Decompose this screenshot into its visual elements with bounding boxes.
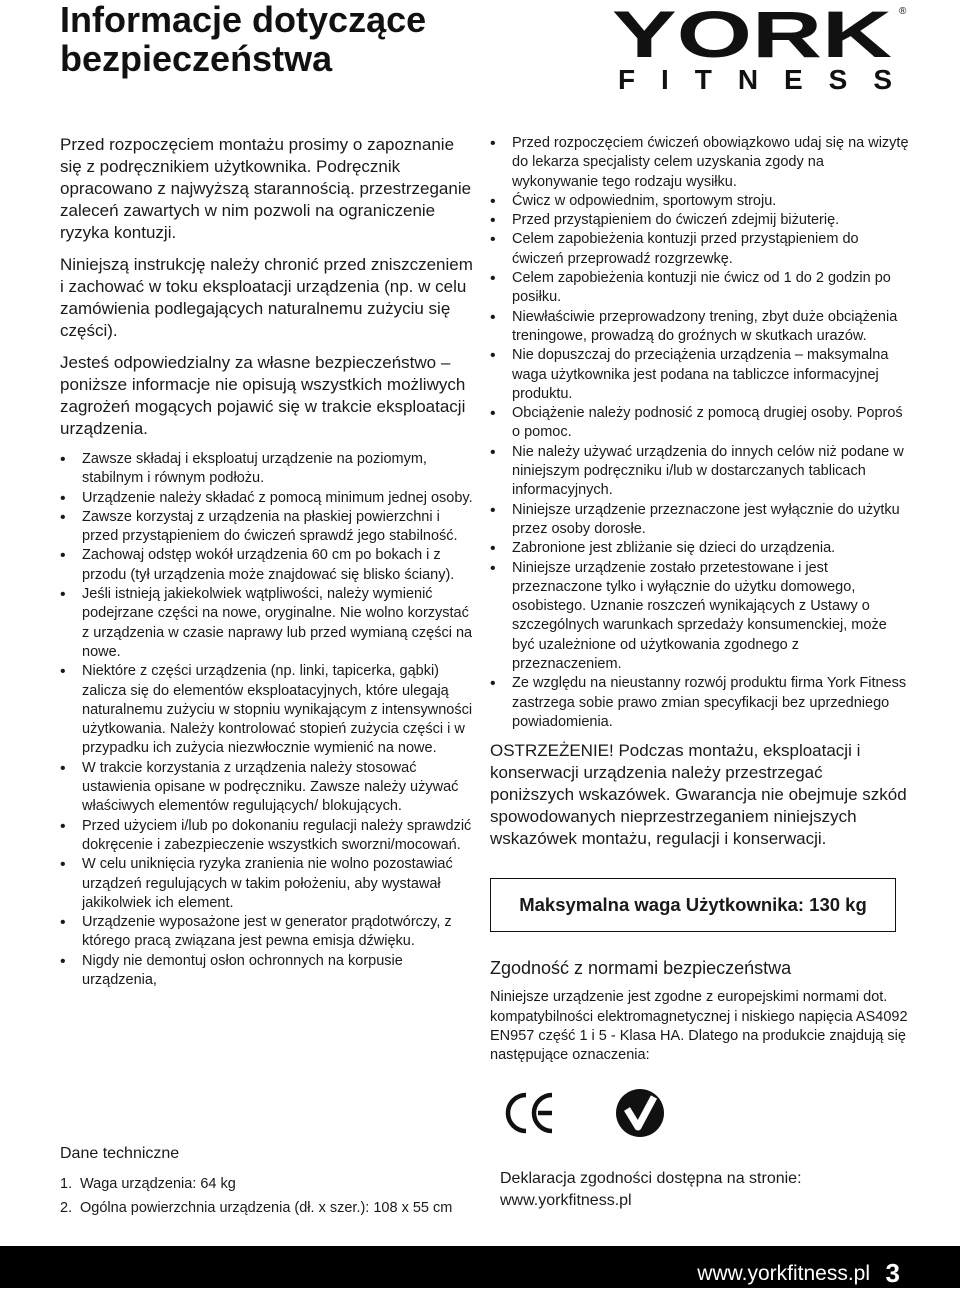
page-title: Informacje dotyczące bezpieczeństwa bbox=[60, 0, 427, 79]
warning-paragraph: OSTRZEŻENIE! Podczas montażu, eksploatacji i konserwacji urządzenia należy przestrzegać poniższych wskazówek. Gwarancja nie obejmuje szkód spowodowanych nieprzestrzeganiem niniejszych wskazówek montażu, regulacji i konserwacji. bbox=[490, 741, 907, 849]
conformity-heading: Zgodność z normami bezpieczeństwa bbox=[490, 958, 792, 979]
left-column bbox=[60, 134, 480, 990]
list-item: • Przed przystąpieniem do ćwiczeń zdejmij biżuterię. bbox=[490, 211, 910, 230]
footer-url[interactable]: www.yorkfitness.pl bbox=[697, 1262, 870, 1285]
list-item: • Ćwicz w odpowiednim, sportowym stroju. bbox=[490, 192, 910, 211]
list-item: • Niniejsze urządzenie zostało przetestowane i jest przeznaczone tylko i wyłącznie do użytku domowego, osobistego. Uznanie roszczeń wynikających z Ustawy o szczególnych warunkach sprzedaży konsumenckiej, może być uzależnione od użytkowania zgodnego z przeznaczeniem. bbox=[490, 559, 910, 675]
list-item: • Nie dopuszczaj do przeciążenia urządzenia – maksymalna waga użytkownika jest podana na tabliczce informacyjnej produktu. bbox=[490, 346, 910, 404]
list-item: • W celu uniknięcia ryzyka zranienia nie wolno pozostawiać urządzeń regulujących w takim położeniu, aby wystawał jakikolwiek ich element. bbox=[60, 855, 480, 913]
list-item bbox=[60, 1196, 490, 1220]
declaration-link[interactable]: www.yorkfitness.pl bbox=[500, 1192, 632, 1209]
logo-registered: ® bbox=[899, 6, 907, 17]
list-item bbox=[60, 1172, 490, 1196]
left-bullet-list bbox=[60, 450, 480, 990]
rcm-tick-mark-icon bbox=[614, 1087, 666, 1144]
list-item: • Niniejsze urządzenie przeznaczone jest wyłącznie do użytku przez osoby dorosłe. bbox=[490, 501, 910, 540]
page-number: 3 bbox=[885, 1258, 900, 1288]
list-item: • Urządzenie należy składać z pomocą minimum jednej osoby. bbox=[60, 489, 480, 508]
item-text: Waga urządzenia: 64 kg bbox=[80, 1176, 236, 1192]
list-item: • Przed rozpoczęciem ćwiczeń obowiązkowo udaj się na wizytę do lekarza specjalisty celem uzyskania zgody na wykonywanie tego rodzaju wysiłku. bbox=[490, 134, 910, 192]
list-item: • Jeśli istnieją jakiekolwiek wątpliwości, należy wymienić podejrzane części na nowe, oryginalne. Nie wolno korzystać z urządzenia w czasie naprawy lub przed wymianą części na nowe. bbox=[60, 585, 480, 662]
intro-paragraph-2: Niniejszą instrukcję należy chronić przed zniszczeniem i zachować w toku eksploatacji urządzenia (np. w celu zamówienia podlegających naturalnemu zużyciu się części). bbox=[60, 255, 473, 340]
item-number: 1. bbox=[60, 1176, 73, 1192]
list-item: • Nigdy nie demontuj osłon ochronnych na korpusie urządzenia, bbox=[60, 952, 480, 991]
logo-brand: YORK bbox=[612, 2, 893, 71]
list-item: • Niewłaściwie przeprowadzony trening, zbyt duże obciążenia treningowe, prowadzą do groźnych w skutkach urazów. bbox=[490, 308, 910, 347]
conformity-text: Niniejsze urządzenie jest zgodne z europejskimi normami dot. kompatybilności elektromagnetycznej i niskiego napięcia AS4092 EN957 część 1 i 5 - Klasa HA. Dlatego na produkcie znajdują się następujące oznaczenia: bbox=[490, 989, 908, 1064]
technical-data-list bbox=[60, 1172, 490, 1220]
list-item: • Zawsze składaj i eksploatuj urządzenie na poziomym, stabilnym i równym podłożu. bbox=[60, 450, 480, 489]
technical-data-heading: Dane techniczne bbox=[60, 1145, 180, 1162]
intro-paragraph-3: Jesteś odpowiedzialny za własne bezpieczeństwo – poniższe informacje nie opisują wszystkich możliwych zagrożeń mogących pojawić się w trakcie eksploatacji urządzenia. bbox=[60, 353, 466, 438]
certification-marks bbox=[490, 1087, 910, 1144]
declaration-label: Deklaracja zgodności dostępna na stronie: bbox=[500, 1170, 802, 1187]
item-number: 2. bbox=[60, 1200, 73, 1216]
list-item: • Zabronione jest zbliżanie się dzieci do urządzenia. bbox=[490, 539, 910, 558]
list-item: • Ze względu na nieustanny rozwój produktu firma York Fitness zastrzega sobie prawo zmian specyfikacji bez uprzedniego powiadomienia. bbox=[490, 674, 910, 732]
list-item: • Urządzenie wyposażone jest w generator prądotwórczy, z którego pracą związana jest pewna emisja dźwięku. bbox=[60, 913, 480, 952]
right-column bbox=[490, 134, 910, 1144]
technical-data bbox=[60, 1144, 490, 1220]
list-item: • W trakcie korzystania z urządzenia należy stosować ustawienia opisane w podręczniku. Zawsze należy używać właściwych elementów regulujących/ blokujących. bbox=[60, 759, 480, 817]
item-text: Ogólna powierzchnia urządzenia (dł. x szer.): 108 x 55 cm bbox=[80, 1200, 453, 1216]
max-weight-box: Maksymalna waga Użytkownika: 130 kg bbox=[490, 878, 896, 932]
list-item: • Zachowaj odstęp wokół urządzenia 60 cm po bokach i z przodu (tył urządzenia może znajdować się blisko ściany). bbox=[60, 546, 480, 585]
declaration bbox=[500, 1168, 900, 1212]
list-item: • Nie należy używać urządzenia do innych celów niż podane w niniejszym podręczniku i/lub w dostarczanych tablicach informacyjnych. bbox=[490, 443, 910, 501]
ce-mark-icon bbox=[502, 1089, 558, 1142]
list-item: • Niektóre z części urządzenia (np. linki, tapicerka, gąbki) zalicza się do elementów eksploatacyjnych, które ulegają naturalnemu zużyciu w stopniu wynikającym z intensywności użytkowania. Należy kontrolować stopień zużycia części i w przypadku ich zużycia niezwłocznie wymienić na nowe. bbox=[60, 662, 480, 758]
list-item: • Celem zapobieżenia kontuzji nie ćwicz od 1 do 2 godzin po posiłku. bbox=[490, 269, 910, 308]
list-item: • Przed użyciem i/lub po dokonaniu regulacji należy sprawdzić dokręcenie i zabezpieczenie wszystkich sworzni/mocowań. bbox=[60, 817, 480, 856]
logo-sub: FITNESS bbox=[618, 64, 892, 92]
intro-paragraph-1: Przed rozpoczęciem montażu prosimy o zapoznanie się z podręcznikiem użytkownika. Podręcznik opracowano z najwyższą starannością. przestrzeganie zaleceń zawartych w nim pozwoli na ograniczenie ryzyka kontuzji. bbox=[60, 135, 472, 242]
list-item: • Obciążenie należy podnosić z pomocą drugiej osoby. Poproś o pomoc. bbox=[490, 404, 910, 443]
york-fitness-logo bbox=[612, 2, 912, 92]
list-item: • Zawsze korzystaj z urządzenia na płaskiej powierzchni i przed przystąpieniem do ćwiczeń sprawdź jego stabilność. bbox=[60, 508, 480, 547]
footer-bar bbox=[0, 1246, 960, 1288]
list-item: • Celem zapobieżenia kontuzji przed przystąpieniem do ćwiczeń przeprowadź rozgrzewkę. bbox=[490, 230, 910, 269]
right-bullet-list bbox=[490, 134, 910, 732]
